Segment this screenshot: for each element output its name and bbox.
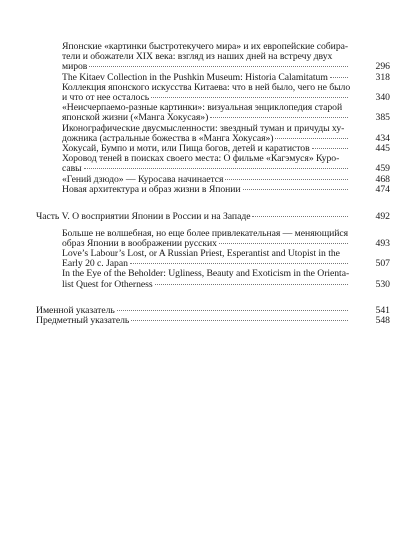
toc-entry-text: Часть V. О восприятии Японии в России и на Западе [36, 211, 251, 222]
dot-leader [210, 117, 348, 118]
toc-entry [62, 83, 350, 103]
dot-leader [330, 77, 348, 78]
toc-page-number: 541 [375, 305, 390, 316]
toc-entry [62, 124, 350, 144]
toc-page-number: 507 [375, 258, 390, 270]
toc-entry-text: Новая архитектура и образ жизни в Японии [62, 183, 241, 195]
toc-entry-text: Предметный указатель [36, 315, 130, 327]
dot-leader [117, 310, 348, 311]
toc-page-number: 445 [375, 143, 390, 154]
toc-entry-text: образ Японии в воображении русских [62, 237, 217, 249]
toc-page-number: 385 [375, 112, 390, 124]
toc-page-number: 340 [375, 92, 390, 103]
toc-entry-text: «Гений дзюдо» — Куросава начинается [62, 173, 224, 185]
toc-entry-text: The Kitaev Collection in the Pushkin Museum: Historia Calamitatum [62, 71, 328, 83]
dot-leader [219, 243, 348, 244]
toc-page-number: 296 [375, 61, 390, 73]
toc-page-number: 474 [375, 183, 390, 195]
toc-entry [62, 154, 350, 174]
toc-entry-text: савы [62, 163, 82, 175]
toc-entry-text: Early 20 c. Japan [62, 258, 128, 270]
toc-page-number: 530 [375, 278, 390, 290]
toc-entry-text: тели и обожатели XIX века: взгляд из наших дней на встречу двух [62, 51, 333, 63]
toc-entry [36, 316, 350, 326]
toc-entry-text: Love’s Labour’s Lost, or A Russian Priest, Esperantist and Utopist in the [62, 248, 340, 259]
toc-page-number: 492 [375, 211, 390, 222]
dot-leader [275, 138, 348, 139]
toc-entry-text: Иконографические двусмысленности: звездный туман и причуды ху- [62, 122, 345, 134]
toc-entry-text: и что от нее осталось [62, 91, 150, 103]
toc-page-number: 318 [375, 71, 390, 83]
dot-leader [155, 284, 348, 285]
toc-entry [62, 269, 350, 289]
toc-part-heading [36, 212, 350, 222]
toc-entry-text: Хокусай, Бумпо и моти, или Пища богов, детей и каратистов [62, 143, 310, 154]
toc-entry-text: Коллекция японского искусства Китаева: что в ней было, чего не было [62, 81, 351, 93]
toc-entry [62, 249, 350, 269]
dot-leader [151, 97, 348, 98]
toc-entry-text: list Quest for Otherness [62, 278, 153, 290]
toc-entry [62, 229, 350, 249]
dot-leader [312, 148, 348, 149]
dot-leader [225, 179, 348, 180]
dot-leader [252, 216, 348, 217]
toc-entry [62, 103, 350, 123]
dot-leader [243, 189, 348, 190]
toc-entry-text: Японские «картинки быстротекучего мира» и их европейские собира- [62, 41, 349, 52]
dot-leader [89, 66, 348, 67]
toc-entry-text: японской жизни («Манга Хокусая») [62, 112, 209, 124]
toc-entry [62, 42, 350, 73]
toc-page-number: 468 [375, 173, 390, 185]
toc-entry [62, 185, 350, 195]
toc-page-number: 493 [375, 237, 390, 249]
dot-leader [131, 320, 348, 321]
toc-entry-text: миров [62, 61, 88, 73]
toc-entry-text: дожника (астральные божества в «Манга Хокусая») [62, 132, 274, 144]
dot-leader [84, 168, 348, 169]
toc-entry-text: «Неисчерпаемо-разные картинки»: визуальная энциклопедия старой [62, 102, 343, 114]
toc-page-number: 548 [375, 315, 390, 327]
dot-leader [130, 263, 348, 264]
toc-page-number: 434 [375, 132, 390, 144]
toc-entry-text: Больше не волшебная, но еще более привлекательная — меняющийся [62, 227, 349, 239]
toc-entry-text: In the Eye of the Beholder: Ugliness, Beauty and Exoticism in the Orienta- [62, 268, 350, 280]
toc-entry-text: Хоровод теней в поисках своего места: О фильме «Кагэмуся» Куро- [62, 153, 340, 165]
toc-page-number: 459 [375, 163, 390, 175]
toc-entry-text: Именной указатель [36, 305, 115, 316]
